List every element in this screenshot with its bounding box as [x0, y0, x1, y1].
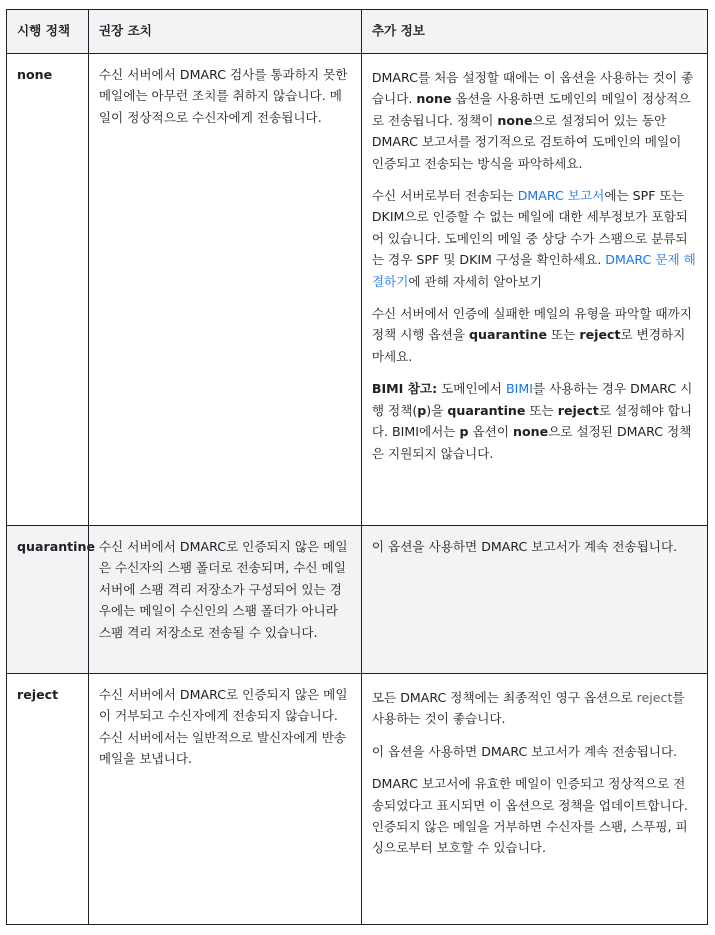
action-quarantine: 수신 서버에서 DMARC로 인증되지 않은 메일은 수신자의 스팸 폴더로 전송되며, 수신 메일 서버에 스팸 격리 저장소가 구성되어 있는 경우에는 메일이 수신인의 스팸 폴더가 아니라 스팸 격리 저장소로 전송될 수 있습니다. [88, 526, 361, 674]
header-info: 추가 정보 [361, 10, 707, 54]
header-action: 권장 조치 [88, 10, 361, 54]
info-none-p1: DMARC를 처음 설정할 때에는 이 옵션을 사용하는 것이 좋습니다. none 옵션을 사용하면 도메인의 메일이 정상적으로 전송됩니다. 정책이 none으로 설정되어 있는 동안 DMARC 보고서를 정기적으로 검토하여 도메인의 메일이 인증되고 전송되는 방식을 파악하세요. [371, 70, 694, 171]
bimi-link[interactable]: BIMI [505, 381, 533, 397]
dmarc-policy-table-container [6, 9, 708, 925]
table-row-none [7, 54, 708, 526]
info-reject-p1: 모든 DMARC 정책에는 최종적인 영구 옵션으로 reject를 사용하는 것이 좋습니다. [371, 690, 685, 727]
dmarc-policy-table [6, 9, 708, 925]
policy-quarantine: quarantine [7, 526, 89, 674]
table-row-quarantine [7, 526, 708, 674]
table-row-reject [7, 674, 708, 925]
dmarc-troubleshoot-link[interactable]: DMARC 문제 해결하기 [371, 252, 696, 289]
info-none-p4: BIMI 참고: 도메인에서 BIMI를 사용하는 경우 DMARC 시행 정책(p)을 quarantine 또는 reject로 설정해야 합니다. BIMI에서는 p 옵션이 none으로 설정된 DMARC 정책은 지원되지 않습니다. [371, 381, 693, 461]
info-none-p2: 수신 서버로부터 전송되는 DMARC 보고서에는 SPF 또는 DKIM으로 인증할 수 없는 메일에 대한 세부정보가 포함되어 있습니다. 도메인의 메일 중 상당 수가 스팸으로 분류되는 경우 SPF 및 DKIM 구성을 확인하세요. DMARC 문제 해결하기에 관해 자세히 알아보기 [371, 188, 696, 289]
info-reject-p2: 이 옵션을 사용하면 DMARC 보고서가 계속 전송됩니다. [371, 743, 678, 759]
table-header-row [7, 10, 708, 54]
header-policy: 시행 정책 [7, 10, 89, 54]
policy-reject: reject [7, 674, 89, 925]
info-reject [361, 674, 707, 925]
action-reject: 수신 서버에서 DMARC로 인증되지 않은 메일이 거부되고 수신자에게 전송되지 않습니다. 수신 서버에서는 일반적으로 발신자에게 반송 메일을 보냅니다. [88, 674, 361, 925]
dmarc-report-link[interactable]: DMARC 보고서 [517, 188, 605, 204]
info-quarantine-p1: 이 옵션을 사용하면 DMARC 보고서가 계속 전송됩니다. [371, 539, 678, 554]
action-none: 수신 서버에서 DMARC 검사를 통과하지 못한 메일에는 아무런 조치를 취하지 않습니다. 메일이 정상적으로 수신자에게 전송됩니다. [88, 54, 361, 526]
info-none [361, 54, 707, 526]
info-none-p3: 수신 서버에서 인증에 실패한 메일의 유형을 파악할 때까지 정책 시행 옵션을 quarantine 또는 reject로 변경하지 마세요. [371, 306, 692, 364]
policy-none: none [7, 54, 89, 526]
info-quarantine [361, 526, 707, 674]
info-reject-p3: DMARC 보고서에 유효한 메일이 인증되고 정상적으로 전송되었다고 표시되면 이 옵션으로 정책을 업데이트합니다. 인증되지 않은 메일을 거부하면 수신자를 스팸, 스푸핑, 피싱으로부터 보호할 수 있습니다. [371, 776, 688, 856]
